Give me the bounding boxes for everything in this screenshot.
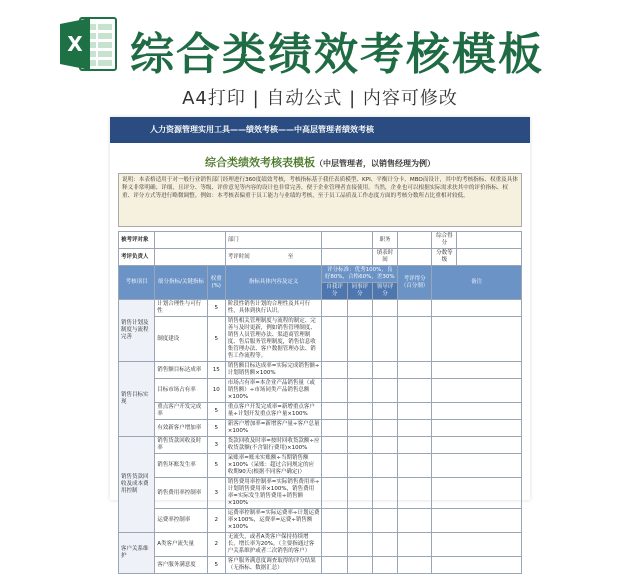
table-row (119, 478, 522, 509)
remark-cell[interactable] (432, 300, 522, 317)
leader-score-cell[interactable] (372, 533, 397, 557)
group-name: 销售计划及制度与流程完善 (119, 300, 155, 362)
peer-score-cell[interactable] (347, 509, 372, 533)
self-score-cell[interactable] (322, 478, 347, 509)
weight-cell: 5 (207, 420, 225, 437)
remark-cell[interactable] (432, 379, 522, 403)
score-cell[interactable] (398, 557, 432, 574)
table-row (119, 379, 522, 403)
label-reviewer: 考评负责人 (119, 249, 155, 266)
remark-cell[interactable] (432, 509, 522, 533)
col-content: 指标具体内容及定义 (225, 266, 322, 300)
content-cell: 销售费用率控制率=实际销售费用率÷计划销售费用率×100%，销售费用率=实际发生销售费用÷销售额×100% (225, 478, 322, 509)
leader-score-cell[interactable] (372, 557, 397, 574)
content-cell: 新客户增加率=新增客户量÷客户总量×100% (225, 420, 322, 437)
leader-score-cell[interactable] (372, 478, 397, 509)
col-kpi: 细分指标/关键指标 (155, 266, 207, 300)
content-cell: 销售相关管理制度与流程的制定、完善与及时更新，例如销售管理制度、销售人员管理办法、渠道商管理制度、售后服务管理制度，销售信息收集管理办法、客户数据管理办法、销售工作流程等。 (225, 317, 322, 362)
col-leader: 领导评分 (372, 283, 397, 300)
value-total-score[interactable] (457, 232, 522, 249)
peer-score-cell[interactable] (347, 437, 372, 454)
table-row (119, 509, 522, 533)
weight-cell: 2 (207, 533, 225, 557)
score-cell[interactable] (398, 300, 432, 317)
weight-cell: 2 (207, 509, 225, 533)
peer-score-cell[interactable] (347, 300, 372, 317)
page-subtitle: A4打印 | 自动公式 | 内容可修改 (182, 88, 458, 109)
weight-cell: 5 (207, 317, 225, 362)
leader-score-cell[interactable] (372, 420, 397, 437)
table-row (119, 533, 522, 557)
table-row (119, 557, 522, 574)
score-cell[interactable] (398, 509, 432, 533)
content-cell: 市场占有率=本企业产品销售量（或销售额）÷市场同类产品销售总额×100% (225, 379, 322, 403)
weight-cell: 5 (207, 557, 225, 574)
weight-cell: 5 (207, 300, 225, 317)
kpi-cell: 重点客户开发完成率 (155, 403, 207, 420)
value-grade[interactable] (457, 249, 522, 266)
page-title: 综合类绩效考核模板 (130, 29, 544, 80)
table-row (119, 362, 522, 379)
self-score-cell[interactable] (322, 437, 347, 454)
self-score-cell[interactable] (322, 533, 347, 557)
label-subject: 被考评对象 (119, 232, 155, 249)
value-department[interactable] (322, 232, 372, 249)
content-cell: 重点客户开发完成率=新增重点客户量÷计划开发重点客户量×100% (225, 403, 322, 420)
label-position: 职务 (372, 232, 397, 249)
weight-cell: 15 (207, 362, 225, 379)
kpi-cell: 运费率控制率 (155, 509, 207, 533)
peer-score-cell[interactable] (347, 317, 372, 362)
remark-cell[interactable] (432, 533, 522, 557)
score-cell[interactable] (398, 362, 432, 379)
promo-header (0, 0, 640, 120)
kpi-cell: 客户服务满意度 (155, 557, 207, 574)
weight-cell: 3 (207, 437, 225, 454)
leader-score-cell[interactable] (372, 300, 397, 317)
info-row-2 (119, 249, 522, 266)
self-score-cell[interactable] (322, 300, 347, 317)
group-name: 客户关系维护 (119, 533, 155, 574)
instruction-note: 说明：本表格适用于对一般行业销售部门经理进行360度绩效考核，考核指标基于我任表质模型、KPI、平衡计分卡、MBO而设计，其中的考核指标、权重及具体释义非常明确、详细，且评分、等级、评价意见等内容的设计也非常完善，便于企业管理者直接使用。当然，企业也可以根据实际需求扶其中的评价指标、权重、评分方式等进行略微调整。例如：本考核表偏重于员工能力与业绩的考核，至于员工品质及工作态度方面的考核分数所占比重相对较低。 (118, 173, 522, 227)
group-name: 销售目标实现 (119, 362, 155, 437)
score-cell[interactable] (398, 478, 432, 509)
peer-score-cell[interactable] (347, 403, 372, 420)
score-cell[interactable] (398, 420, 432, 437)
value-reviewer[interactable] (155, 249, 226, 266)
remark-cell[interactable] (432, 437, 522, 454)
content-cell: 客户服务满意度调查取得的评分结果（无指标、数据汇总） (225, 557, 322, 574)
remark-cell[interactable] (432, 557, 522, 574)
score-cell[interactable] (398, 317, 432, 362)
table-row (119, 300, 522, 317)
score-cell[interactable] (398, 379, 432, 403)
remark-cell[interactable] (432, 478, 522, 509)
peer-score-cell[interactable] (347, 454, 372, 478)
content-cell: 运费率控制率=实际运费率÷计划运费率×100%，运费率=运费÷销售额×100% (225, 509, 322, 533)
remark-cell[interactable] (432, 403, 522, 420)
value-subject[interactable] (155, 232, 226, 249)
content-cell: 销售额目标达成率=实际完成销售额÷计划销售额×100% (225, 362, 322, 379)
kpi-cell: 计划合理性与可行性 (155, 300, 207, 317)
leader-score-cell[interactable] (372, 454, 397, 478)
kpi-cell: 制度建设 (155, 317, 207, 362)
self-score-cell[interactable] (322, 317, 347, 362)
value-review-time[interactable] (322, 249, 372, 266)
weight-cell: 3 (207, 478, 225, 509)
group-name: 销售货款回收及成本费用控制 (119, 437, 155, 533)
self-score-cell[interactable] (322, 362, 347, 379)
self-score-cell[interactable] (322, 557, 347, 574)
table-row (119, 403, 522, 420)
leader-score-cell[interactable] (372, 362, 397, 379)
peer-score-cell[interactable] (347, 379, 372, 403)
peer-score-cell[interactable] (347, 362, 372, 379)
label-fill-time: 填表时间 (372, 249, 397, 266)
label-grade: 分数等级 (432, 249, 457, 266)
kpi-cell: 销售坏账发生率 (155, 454, 207, 478)
score-cell[interactable] (398, 403, 432, 420)
col-score: 考评得分（百分制） (398, 266, 432, 300)
self-score-cell[interactable] (322, 420, 347, 437)
col-remark: 备注 (432, 266, 522, 300)
content-cell: 货款回收及时率=按时回收货款额÷应收货款额(不含银行费用)×100% (225, 437, 322, 454)
table-row (119, 437, 522, 454)
label-total-score: 综合得分 (432, 232, 457, 249)
content-cell: 阶段性销售计划的合理性及其可行性，具体到执行认识。 (225, 300, 322, 317)
leader-score-cell[interactable] (372, 403, 397, 420)
kpi-cell: A类客户流失量 (155, 533, 207, 557)
peer-score-cell[interactable] (347, 478, 372, 509)
table-row (119, 317, 522, 362)
peer-score-cell[interactable] (347, 533, 372, 557)
label-review-time: 考评时间 至 (225, 249, 322, 266)
leader-score-cell[interactable] (372, 317, 397, 362)
score-cell[interactable] (398, 437, 432, 454)
self-score-cell[interactable] (322, 403, 347, 420)
content-cell: 呆账率=账未实账额÷当期销售额×100%（呆账：超过合同规定的应收期90天(根据不同客户确定)） (225, 454, 322, 478)
self-score-cell[interactable] (322, 509, 347, 533)
label-department: 部门 (225, 232, 322, 249)
remark-cell[interactable] (432, 362, 522, 379)
value-position[interactable] (398, 232, 432, 249)
kpi-cell: 目标市场占有率 (155, 379, 207, 403)
self-score-cell[interactable] (322, 454, 347, 478)
weight-cell: 5 (207, 454, 225, 478)
col-weight: 权重(%) (207, 266, 225, 300)
table-row (119, 420, 522, 437)
weight-cell: 10 (207, 379, 225, 403)
weight-cell: 5 (207, 403, 225, 420)
kpi-cell: 销售额目标达成率 (155, 362, 207, 379)
score-cell[interactable] (398, 533, 432, 557)
sheet-banner: 人力资源管理实用工具——绩效考核——中高层管理者绩效考核 (110, 117, 530, 143)
table-row (119, 454, 522, 478)
sheet-title-sub: （中层管理者，以销售经理为例） (315, 159, 435, 168)
peer-score-cell[interactable] (347, 420, 372, 437)
value-fill-time[interactable] (398, 249, 432, 266)
leader-score-cell[interactable] (372, 379, 397, 403)
col-peer: 同事评分 (347, 283, 372, 300)
info-row-1 (119, 232, 522, 249)
col-dimension: 考核项目 (119, 266, 155, 300)
remark-cell[interactable] (432, 420, 522, 437)
table-header-row (119, 266, 522, 283)
logo-letter: X (67, 32, 83, 56)
content-cell: 无流失，或者A类客户保持持续增长，增长率为20%。（主要指通过客户关系维护或者二次销售的客户） (225, 533, 322, 557)
peer-score-cell[interactable] (347, 557, 372, 574)
remark-cell[interactable] (432, 454, 522, 478)
evaluation-table (118, 231, 522, 574)
self-score-cell[interactable] (322, 379, 347, 403)
leader-score-cell[interactable] (372, 509, 397, 533)
sheet-title-main: 综合类绩效考核表模板 (205, 156, 315, 169)
col-scoring: 评分标准：优秀100%，良好80%，合格60%，差30% (322, 266, 398, 283)
excel-logo-icon (58, 14, 120, 74)
kpi-cell: 销售费用率控制率 (155, 478, 207, 509)
spreadsheet-preview (110, 117, 530, 571)
col-self: 自我评分 (322, 283, 347, 300)
remark-cell[interactable] (432, 317, 522, 362)
leader-score-cell[interactable] (372, 437, 397, 454)
score-cell[interactable] (398, 454, 432, 478)
sheet-title (110, 151, 530, 167)
kpi-cell: 有效新客户增加率 (155, 420, 207, 437)
kpi-cell: 销售货款回收及时率 (155, 437, 207, 454)
